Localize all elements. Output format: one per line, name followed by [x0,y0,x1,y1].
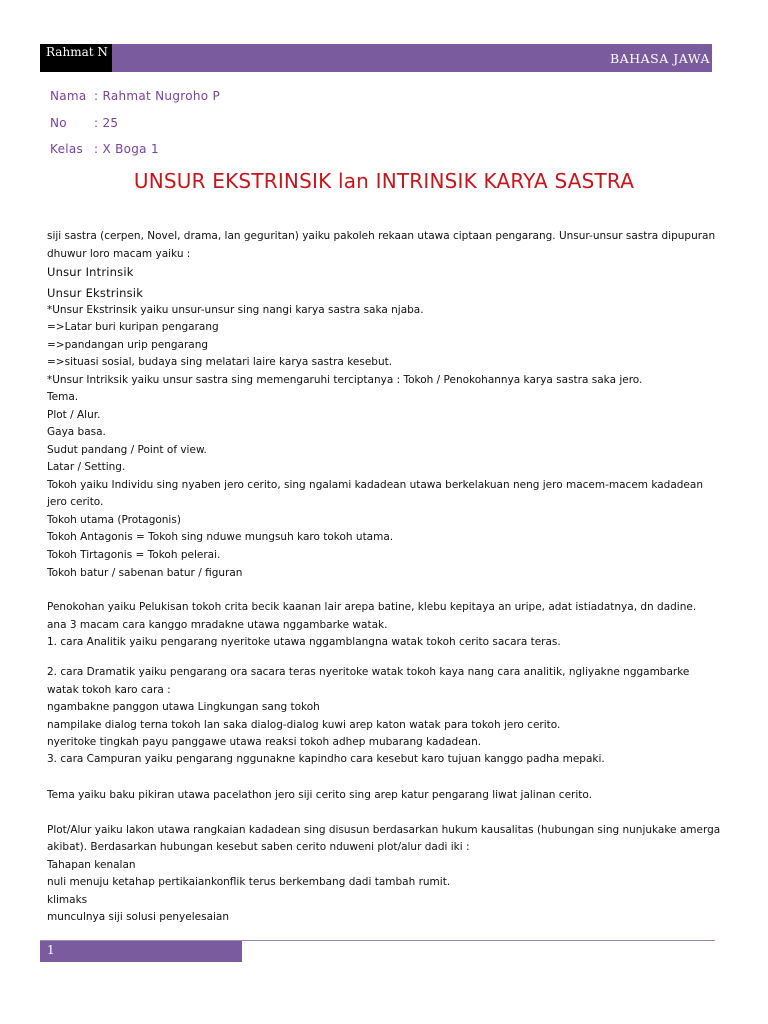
page-number: 1 [40,941,242,962]
header-author: Rahmat N [40,44,112,72]
info-nama-label: Nama [50,89,87,103]
info-nama [50,89,220,103]
body-line: Unsur Intrinsik [47,265,134,279]
body-line: munculnya siji solusi penyelesaian [47,911,230,923]
body-line: Latar / Setting. [47,461,126,473]
body-line: Tema. [47,391,79,403]
body-line: 1. cara Analitik yaiku pengarang nyeritoke utawa nggamblangna watak tokoh cerito sacara teras. [47,636,561,648]
info-kelas-label: Kelas [50,142,84,156]
body-line: akibat). Berdasarkan hubungan kesebut saben cerito nduweni plot/alur dadi iki : [47,841,470,853]
body-line: nuli menuju ketahap pertikaiankonflik terus berkembang dadi tambah rumit. [47,876,451,888]
body-line: klimaks [47,894,88,906]
info-no [50,116,118,130]
body-line: *Unsur Ekstrinsik yaiku unsur-unsur sing nangi karya sastra saka njaba. [47,304,424,316]
body-line: Tokoh yaiku Individu sing nyaben jero cerito, sing ngalami kadadean utawa berkelakuan neng jero macem-macem kadadean [47,479,703,491]
body-line: =>Latar buri kuripan pengarang [47,321,219,333]
body-line: Plot / Alur. [47,409,101,421]
header-subject: BAHASA JAWA [610,51,710,66]
body-line: ana 3 macam cara kanggo mradakne utawa nggambarke watak. [47,619,388,631]
body-line: jero cerito. [47,496,104,508]
body-line: Penokohan yaiku Pelukisan tokoh crita becik kaanan lair arepa batine, klebu kepitaya an uripe, adat istiadatnya, dn dadine. [47,601,697,613]
body-line: Tokoh Antagonis = Tokoh sing nduwe mungsuh karo tokoh utama. [47,531,394,543]
body-line: Tahapan kenalan [47,859,136,871]
body-line: nyeritoke tingkah payu panggawe utawa reaksi tokoh adhep mubarang kadadean. [47,736,482,748]
body-line: ngambakne panggon utawa Lingkungan sang tokoh [47,701,320,713]
body-line: =>pandangan urip pengarang [47,339,209,351]
body-line: Gaya basa. [47,426,106,438]
body-line: =>situasi sosial, budaya sing melatari laire karya sastra kesebut. [47,356,393,368]
body-line: *Unsur Intriksik yaiku unsur sastra sing memengaruhi terciptanya : Tokoh / Penokohannya karya sastra saka jero. [47,374,643,386]
body-line: Sudut pandang / Point of view. [47,444,207,456]
body-line: Tokoh batur / sabenan batur / figuran [47,567,243,579]
body-line: nampilake dialog terna tokoh lan saka dialog-dialog kuwi arep katon watak para tokoh jero cerito. [47,719,561,731]
body-line: 3. cara Campuran yaiku pengarang nggunakne kapindho cara kesebut karo tujuan kanggo padha mepaki. [47,753,605,765]
body-line: Tokoh utama (Protagonis) [47,514,181,526]
info-no-label: No [50,116,67,130]
body-line: siji sastra (cerpen, Novel, drama, lan geguritan) yaiku pakoleh rekaan utawa ciptaan pengarang. Unsur-unsur sastra dipupuran [47,230,716,242]
info-nama-value: : Rahmat Nugroho P [94,89,221,103]
body-line: watak tokoh karo cara : [47,684,171,696]
document-title: UNSUR EKSTRINSIK lan INTRINSIK KARYA SASTRA [133,169,635,193]
info-kelas-value: : X Boga 1 [94,142,159,156]
body-line: Plot/Alur yaiku lakon utawa rangkaian kadadean sing disusun berdasarkan hukum kausalitas (hubungan sing nunjukake amerga [47,824,721,836]
body-line: Tokoh Tirtagonis = Tokoh pelerai. [47,549,221,561]
body-line: 2. cara Dramatik yaiku pengarang ora sacara teras nyeritoke watak tokoh kaya nang cara analitik, ngliyakne nggambarke [47,666,690,678]
body-line: Unsur Ekstrinsik [47,286,144,300]
info-kelas [50,142,159,156]
body-line: Tema yaiku baku pikiran utawa pacelathon jero siji cerito sing arep katur pengarang liwat jalinan cerito. [47,789,592,801]
info-no-value: : 25 [94,116,119,130]
body-line: dhuwur loro macam yaiku : [47,248,191,260]
